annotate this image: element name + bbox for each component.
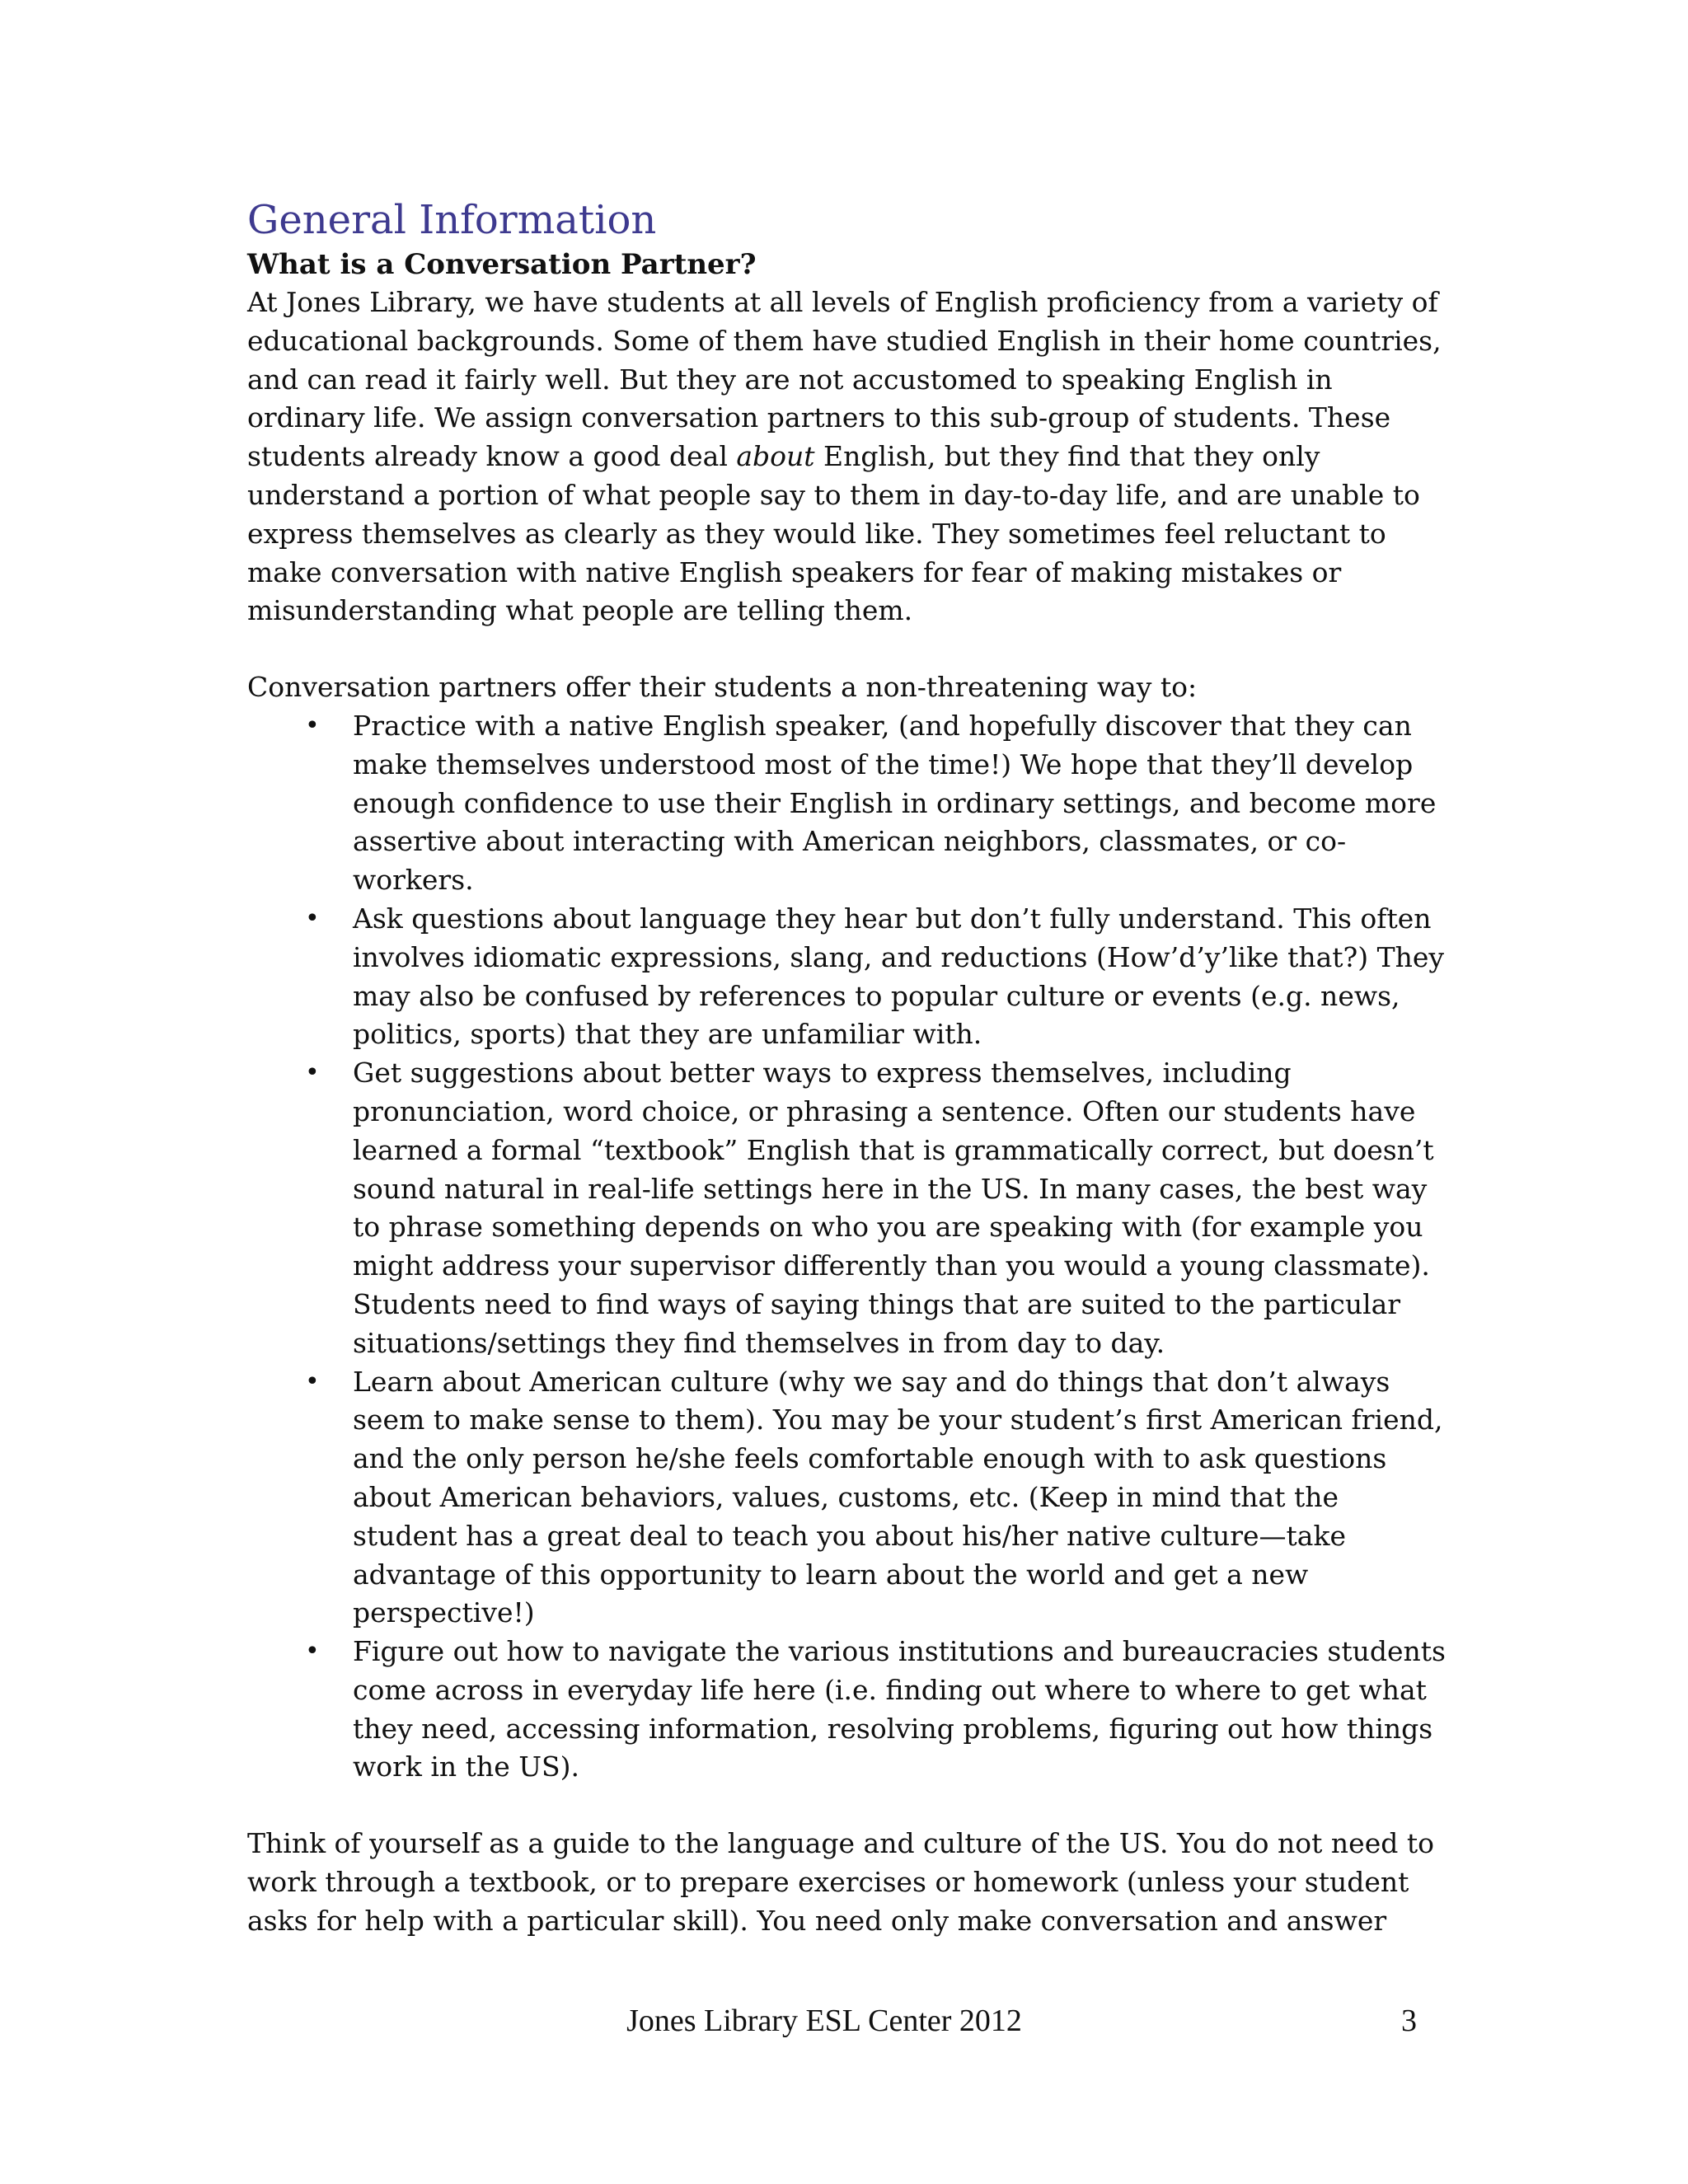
bullet-list	[247, 707, 1451, 1787]
section-title: General Information	[247, 197, 657, 243]
lead-in-text: Conversation partners offer their students a non-threatening way to:	[247, 671, 1198, 704]
intro-text-start: At Jones Library, we have students at all levels of English proficiency from a variety of educational backgrounds. Some of them have studied English in their home countries, and can read it fairly well. But they are not accustomed to speaking English in ordinary life. We assign conversation partners to this sub-group of students. These students already know a good deal	[247, 286, 1442, 473]
question-heading: What is a Conversation Partner?	[247, 248, 757, 281]
bullet-icon: •	[305, 710, 320, 740]
page-body	[247, 196, 1451, 1941]
footer-text: Jones Library ESL Center 2012	[626, 2004, 1022, 2038]
intro-italic-word: about	[736, 440, 815, 473]
intro-text-end: English, but they find that they only understand a portion of what people say to them in day-to-day life, and are unable to express themselves as clearly as they would like. They sometimes feel reluctant to make conversation with native English speakers for fear of making mistakes or misunderstanding what people are telling them.	[247, 440, 1420, 627]
list-item	[305, 1633, 1451, 1787]
list-item	[305, 1363, 1451, 1633]
bullet-icon: •	[305, 1058, 320, 1088]
list-item-text: Figure out how to navigate the various institutions and bureaucracies students come across in everyday life here (i.e. finding out where to where to get what they need, accessing information, resolving problems, figuring out how things work in the US).	[353, 1635, 1446, 1783]
list-item	[305, 900, 1451, 1054]
list-item-text: Get suggestions about better ways to express themselves, including pronunciation, word choice, or phrasing a sentence. Often our students have learned a formal “textbook” English that is grammatically correct, but doesn’t sound natural in real-life settings here in the US. In many cases, the best way to phrase something depends on who you are speaking with (for example you might address your supervisor differently than you would a young classmate). Students need to find ways of saying things that are suited to the particular situations/settings they find themselves in from day to day.	[353, 1057, 1434, 1359]
bullet-icon: •	[305, 1366, 320, 1396]
list-item-text: Learn about American culture (why we say and do things that don’t always seem to make sense to them). You may be your student’s first American friend, and the only person he/she feels comfortable enough with to ask questions about American behaviors, values, customs, etc. (Keep in mind that the student has a great deal to teach you about his/her native culture—take advantage of this opportunity to learn about the world and get a new perspective!)	[353, 1365, 1443, 1629]
page-number: 3	[1401, 2004, 1417, 2038]
list-item-text: Ask questions about language they hear but don’t fully understand. This often involves idiomatic expressions, slang, and reductions (How’d’y’like that?) They may also be confused by references to popular culture or events (e.g. news, politics, sports) that they are unfamiliar with.	[353, 902, 1445, 1051]
closing-paragraph: Think of yourself as a guide to the language and culture of the US. You do not need to work through a textbook, or to prepare exercises or homework (unless your student asks for help with a particular skill). You need only make conversation and answer	[247, 1827, 1434, 1937]
list-item-text: Practice with a native English speaker, (and hopefully discover that they can make themselves understood most of the time!) We hope that they’ll develop enough confidence to use their English in ordinary settings, and become more assertive about interacting with American neighbors, classmates, or co-workers.	[353, 709, 1437, 897]
bullet-icon: •	[305, 1637, 320, 1666]
list-item	[305, 1054, 1451, 1362]
list-item	[305, 707, 1451, 900]
bullet-icon: •	[305, 903, 320, 933]
intro-paragraph	[247, 284, 1451, 630]
